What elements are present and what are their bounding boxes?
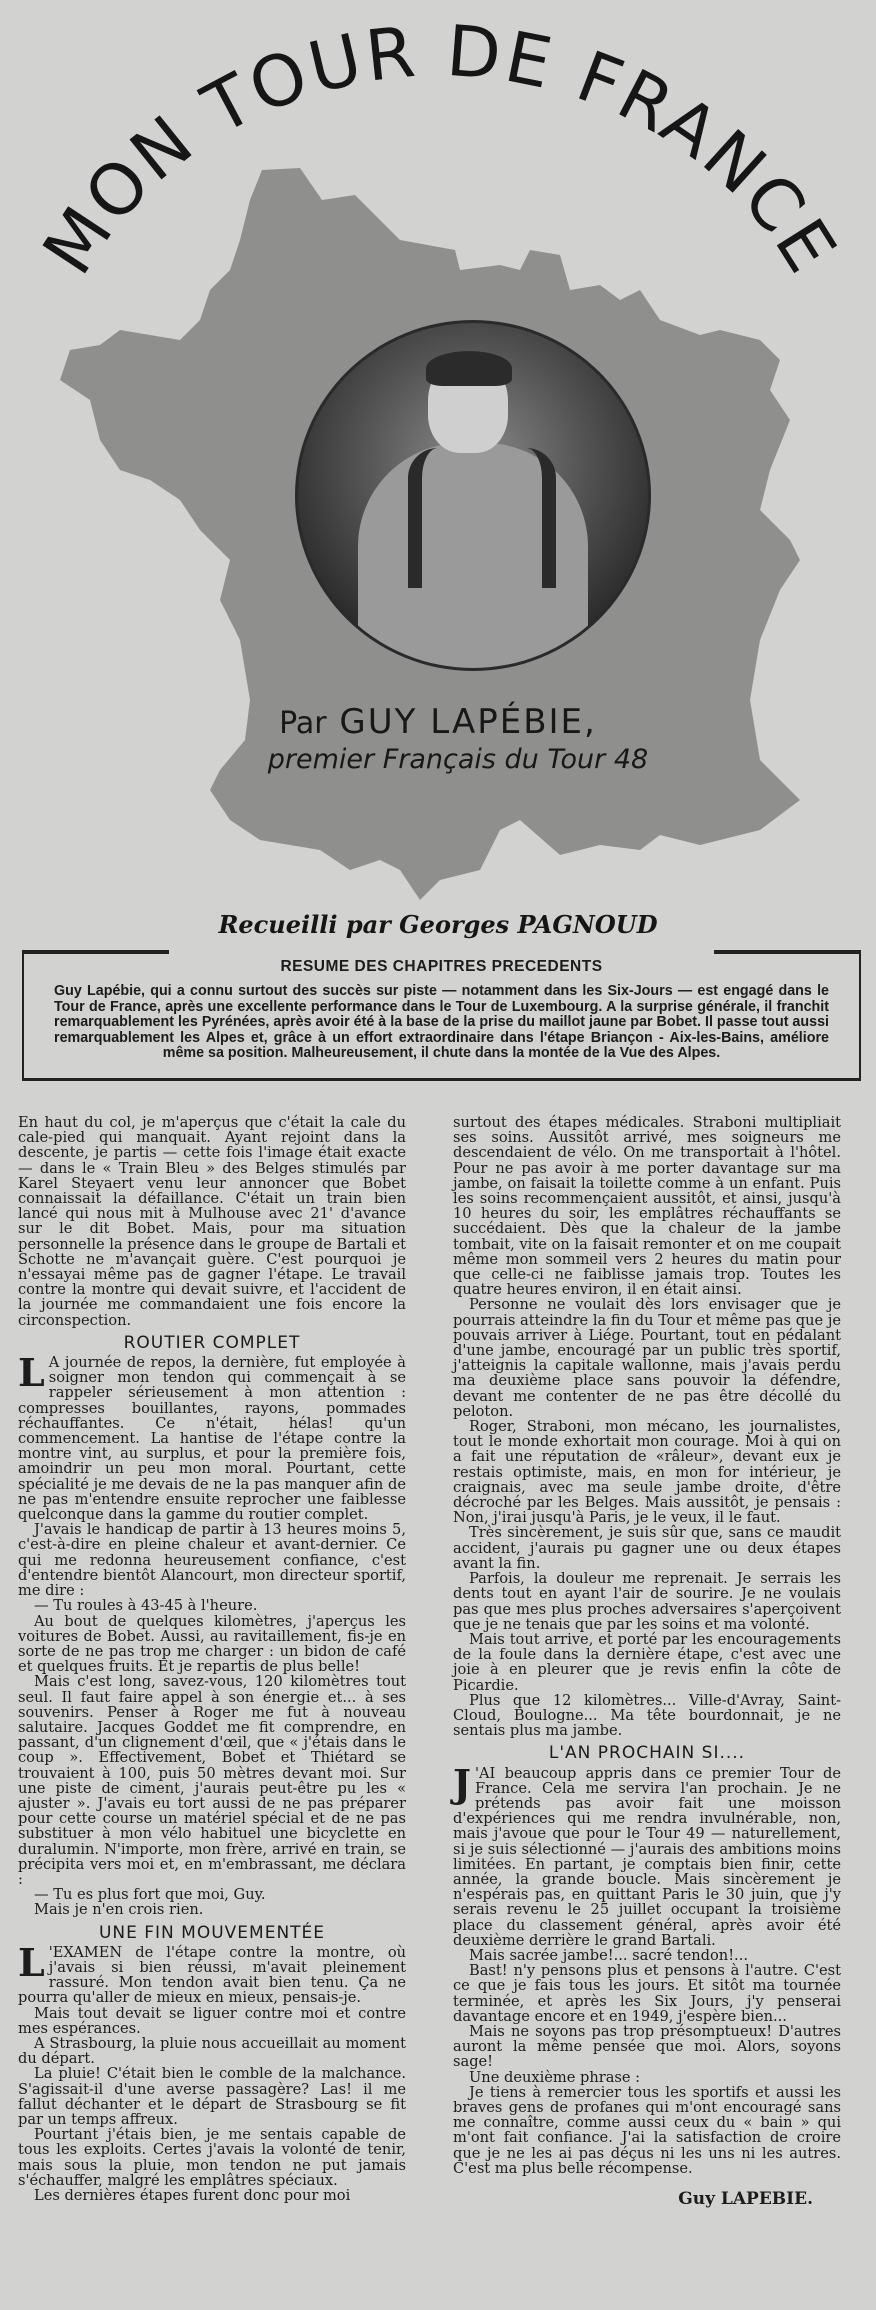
summary-box (22, 950, 861, 1081)
byline (0, 702, 876, 742)
drop-cap: J (453, 1760, 471, 1806)
summary-title: RESUME DES CHAPITRES PRECEDENTS (280, 958, 603, 975)
paragraph-text: 'AI beaucoup appris dans ce premier Tour de France. Cela me servira l'an prochain. Je ne prétends pas avoir fait une moisson d'expériences qui me rendra invulnérable, non, mais j'avoue que pour le Tour 49 — naturellement, si je suis sélectionné — j'aurais des ambitions moins limitées. En partant, je comptais bien finir, cette année, la grande boucle. Mais sincèrement je n'espérais pas, en quittant Paris le 30 juin, que j'y serais revenu le 25 juillet occupant la troisième place du classement général, après avoir été deuxième derrière le grand Bartali. (453, 1764, 841, 1949)
paragraph: La pluie! C'était bien le comble de la malchance. S'agissait-il d'une averse passagère? Las! il me fallut déchanter et le départ de Strasbourg se fit par un temps affreux. (18, 2065, 406, 2128)
author-signature: Guy LAPEBIE. (678, 2189, 813, 2210)
drop-cap: L (18, 1939, 45, 1985)
paragraph: Je tiens à remercier tous les sportifs et aussi les braves gens de profanes qui m'ont encouragé sans me connaître, comme aussi ceux du « bain » qui m'ont fait confiance. J'ai la satisfaction de croire que je ne les ai pas déçus ni les uns ni les autres. C'est ma plus belle récompense. (453, 2083, 841, 2177)
article-header (0, 0, 876, 900)
paragraph: — Tu es plus fort que moi, Guy. (34, 1886, 266, 1904)
paragraph: J'avais le handicap de partir à 13 heures moins 5, c'est-à-dire en pleine chaleur et avant-dernier. Ce qui me redonna heureusement confiance, c'est d'entendre bientôt Alancourt, mon directeur sportif, me dire : (18, 1521, 406, 1600)
rider-portrait (295, 320, 651, 671)
paragraph: Plus que 12 kilomètres... Ville-d'Avray, Saint-Cloud, Boulogne... Ma tête bourdonnait, je ne sentais plus ma jambe. (453, 1691, 841, 1740)
paragraph: Mais tout devait se liguer contre moi et contre mes espérances. (18, 2004, 406, 2037)
paragraph (18, 1939, 406, 2007)
paragraph-text: 'EXAMEN de l'étape contre la montre, où j'avais si bien réussi, m'avait pleinement rassuré. Mon tendon avait bien tenu. Ça ne pourra qu'aller de mieux en mieux, pensais-je. (18, 1943, 406, 2007)
paragraph: Une deuxième phrase : (469, 2068, 641, 2086)
paragraph: Bast! n'y pensons plus et pensons à l'autre. C'est ce que je fais tous les jours. Et sitôt ma tournée terminée, et après les Six Jours, j'y penserai davantage encore et en 1949, j'espère bien... (453, 1962, 841, 2025)
summary-text: Guy Lapébie, qui a connu surtout des succès sur piste — notamment dans les Six-Jours — est engagé dans le Tour de France, après une excellente performance dans le Tour de Luxembourg. A la surprise générale, il franchit remarquablement les Pyrénées, après avoir été à la base de la prise du maillot jaune par Bobet. Il passe tout aussi remarquablement les Alpes et, grâce à un effort extraordinaire dans l'étape Briançon - Aix-les-Bains, améliore même sa position. Malheureusement, il chute dans la montée de la Vue des Alpes. (54, 983, 829, 1061)
paragraph: En haut du col, je m'aperçus que c'était la cale du cale-pied qui manquait. Ayant rejoint dans la descente, je partis — cette fois l'image était exacte — dans le « Train Bleu » des Belges stimulés par Karel Steyaert venu leur annoncer que Bobet connaissait la défaillance. C'était un train bien lancé qui nous mit à Mulhouse avec 21' d'avance sur le dit Bobet. Mais, pour ma situation personnelle la présence dans le groupe de Bartali et Schotte ne m'avançait guère. C'est pourquoi je n'essayai même pas de gagner l'étape. Le travail contre la montre qui devait suivre, et l'accident de la journée me commandaient une fois encore la circonspection. (18, 1114, 406, 1329)
article-column-left (18, 1115, 406, 2203)
paragraph: Parfois, la douleur me reprenait. Je serrais les dents tout en ayant l'air de sourire. Je ne voulais pas que mes plus proches adversaires s'aperçoivent que je ne tenais que par les soins et ma volonté. (453, 1570, 841, 1633)
paragraph: Mais sacrée jambe!... sacré tendon!... (469, 1946, 748, 1964)
paragraph: — Tu roules à 43-45 à l'heure. (34, 1597, 258, 1615)
collected-by-credit: Recueilli par Georges PAGNOUD (218, 910, 658, 939)
paragraph: surtout des étapes médicales. Straboni multipliait ses soins. Aussitôt arrivé, mes soigneurs me descendaient de vélo. On me transportait à l'hôtel. Pour ne pas avoir à me porter davantage sur ma jambe, on faisait la toilette comme à un enfant. Puis les soins recommençaient aussitôt, et ainsi, jusqu'à 10 heures du soir, les emplâtres réchauffants se succédaient. Dès que la chaleur de la jambe tombait, vite on la faisait remonter et on me coupait même mon sommeil vers 2 heures du matin pour que celle-ci ne faiblisse jamais trop. Toutes les quatre heures environ, il en était ainsi. (453, 1114, 841, 1299)
paragraph-text: A journée de repos, la dernière, fut employée à soigner mon tendon qui commençait à se rappeler sérieusement à mon attention : compresses bouillantes, rayons, pommades réchauffantes. Ce n'était, hélas! qu'un commencement. La hantise de l'étape contre la montre vint, au surplus, et pour la première fois, amoindrir un peu mon moral. Pourtant, cette spécialité je me devais de ne la pas manquer afin de ne pas m'entendre ensuite reprocher une faiblesse quelconque dans la gamme du routier complet. (18, 1354, 406, 1524)
byline-prefix: Par (279, 706, 327, 741)
section-heading: ROUTIER COMPLET (123, 1332, 301, 1353)
rider-hair (426, 351, 512, 386)
paragraph: Pourtant j'étais bien, je me sentais capable de tous les exploits. Certes j'avais la volonté de tenir, mais sous la pluie, mon tendon ne put jamais s'échauffer, malgré les emplâtres spéciaux. (18, 2126, 406, 2189)
paragraph: Au bout de quelques kilomètres, j'aperçus les voitures de Bobet. Aussi, au ravitaillement, fis-je en sorte de ne pas trop me charger : un bidon de café et quelques fruits. Et je repartis de plus belle! (18, 1612, 406, 1676)
paragraph: Mais tout arrive, et porté par les encouragements de la foule dans la dernière étape, c'est avec une joie à en pleurer que je revis enfin la côte de Picardie. (453, 1630, 841, 1694)
paragraph: Mais je n'en crois rien. (34, 1901, 204, 1919)
article-title: MON TOUR DE FRANCE (26, 9, 854, 289)
paragraph: Les dernières étapes furent donc pour moi (34, 2187, 351, 2205)
section-heading: L'AN PROCHAIN SI.... (548, 1743, 746, 1764)
paragraph: A Strasbourg, la pluie nous accueillait au moment du départ. (18, 2034, 406, 2068)
paragraph: Très sincèrement, je suis sûr que, sans ce maudit accident, j'aurais pu gagner une ou deux étapes avant la fin. (453, 1524, 841, 1572)
paragraph: Personne ne voulait dès lors envisager que je pourrais atteindre la fin du Tour et même pas que je pouvais arriver à Liége. Pourtant, tout en pédalant d'une jambe, encouragé par un public très sportif, j'atteignis la capitale wallonne, mais j'avais perdu ma deuxième place sans pouvoir la défendre, devant me contenter de ne pas être décollé du peloton. (453, 1296, 841, 1420)
paragraph (18, 1350, 406, 1524)
rider-bag-straps (408, 448, 556, 588)
author-name: GUY LAPÉBIE, (339, 702, 597, 742)
paragraph: Mais c'est long, savez-vous, 120 kilomètres tout seul. Il faut faire appel à son énergie et... à ses souvenirs. Penser à Roger me fut à nouveau salutaire. Jacques Goddet me fit comprendre, en passant, d'un clignement d'œil, que « j'étais dans le coup ». Effectivement, Bobet et Thiétard se trouvaient à 100, puis 50 mètres devant moi. Sur une piste de ciment, j'aurais peut-être pu les « ajuster ». J'avais eu tort aussi de ne pas préparer pour cette course un matériel spécial et de ne pas substituer à mon vélo habituel une bicyclette en duralumin. N'importe, mon frère, arrivé en train, se précipita vers moi et, en m'embrassant, me déclara : (18, 1673, 406, 1888)
paragraph: Mais ne soyons pas trop présomptueux! D'autres auront la même pensée que moi. Alors, soyons sage! (453, 2022, 841, 2071)
section-heading: UNE FIN MOUVEMENTÉE (98, 1922, 326, 1943)
drop-cap: L (18, 1350, 45, 1396)
byline-subtitle: premier Français du Tour 48 (267, 744, 649, 775)
article-column-right (453, 1114, 841, 2210)
paragraph (453, 1760, 841, 1949)
paragraph: Roger, Straboni, mon mécano, les journalistes, tout le monde exhortait mon courage. Moi à qui on a fait une réputation de «râleur», devant eux je restais optimiste, mais, en mon for intérieur, je craignais, avec ma seule jambe droite, d'être décroché par les Belges. Mais aussitôt, je pensais : Non, j'irai jusqu'à Paris, je le veux, il le faut. (453, 1418, 841, 1527)
